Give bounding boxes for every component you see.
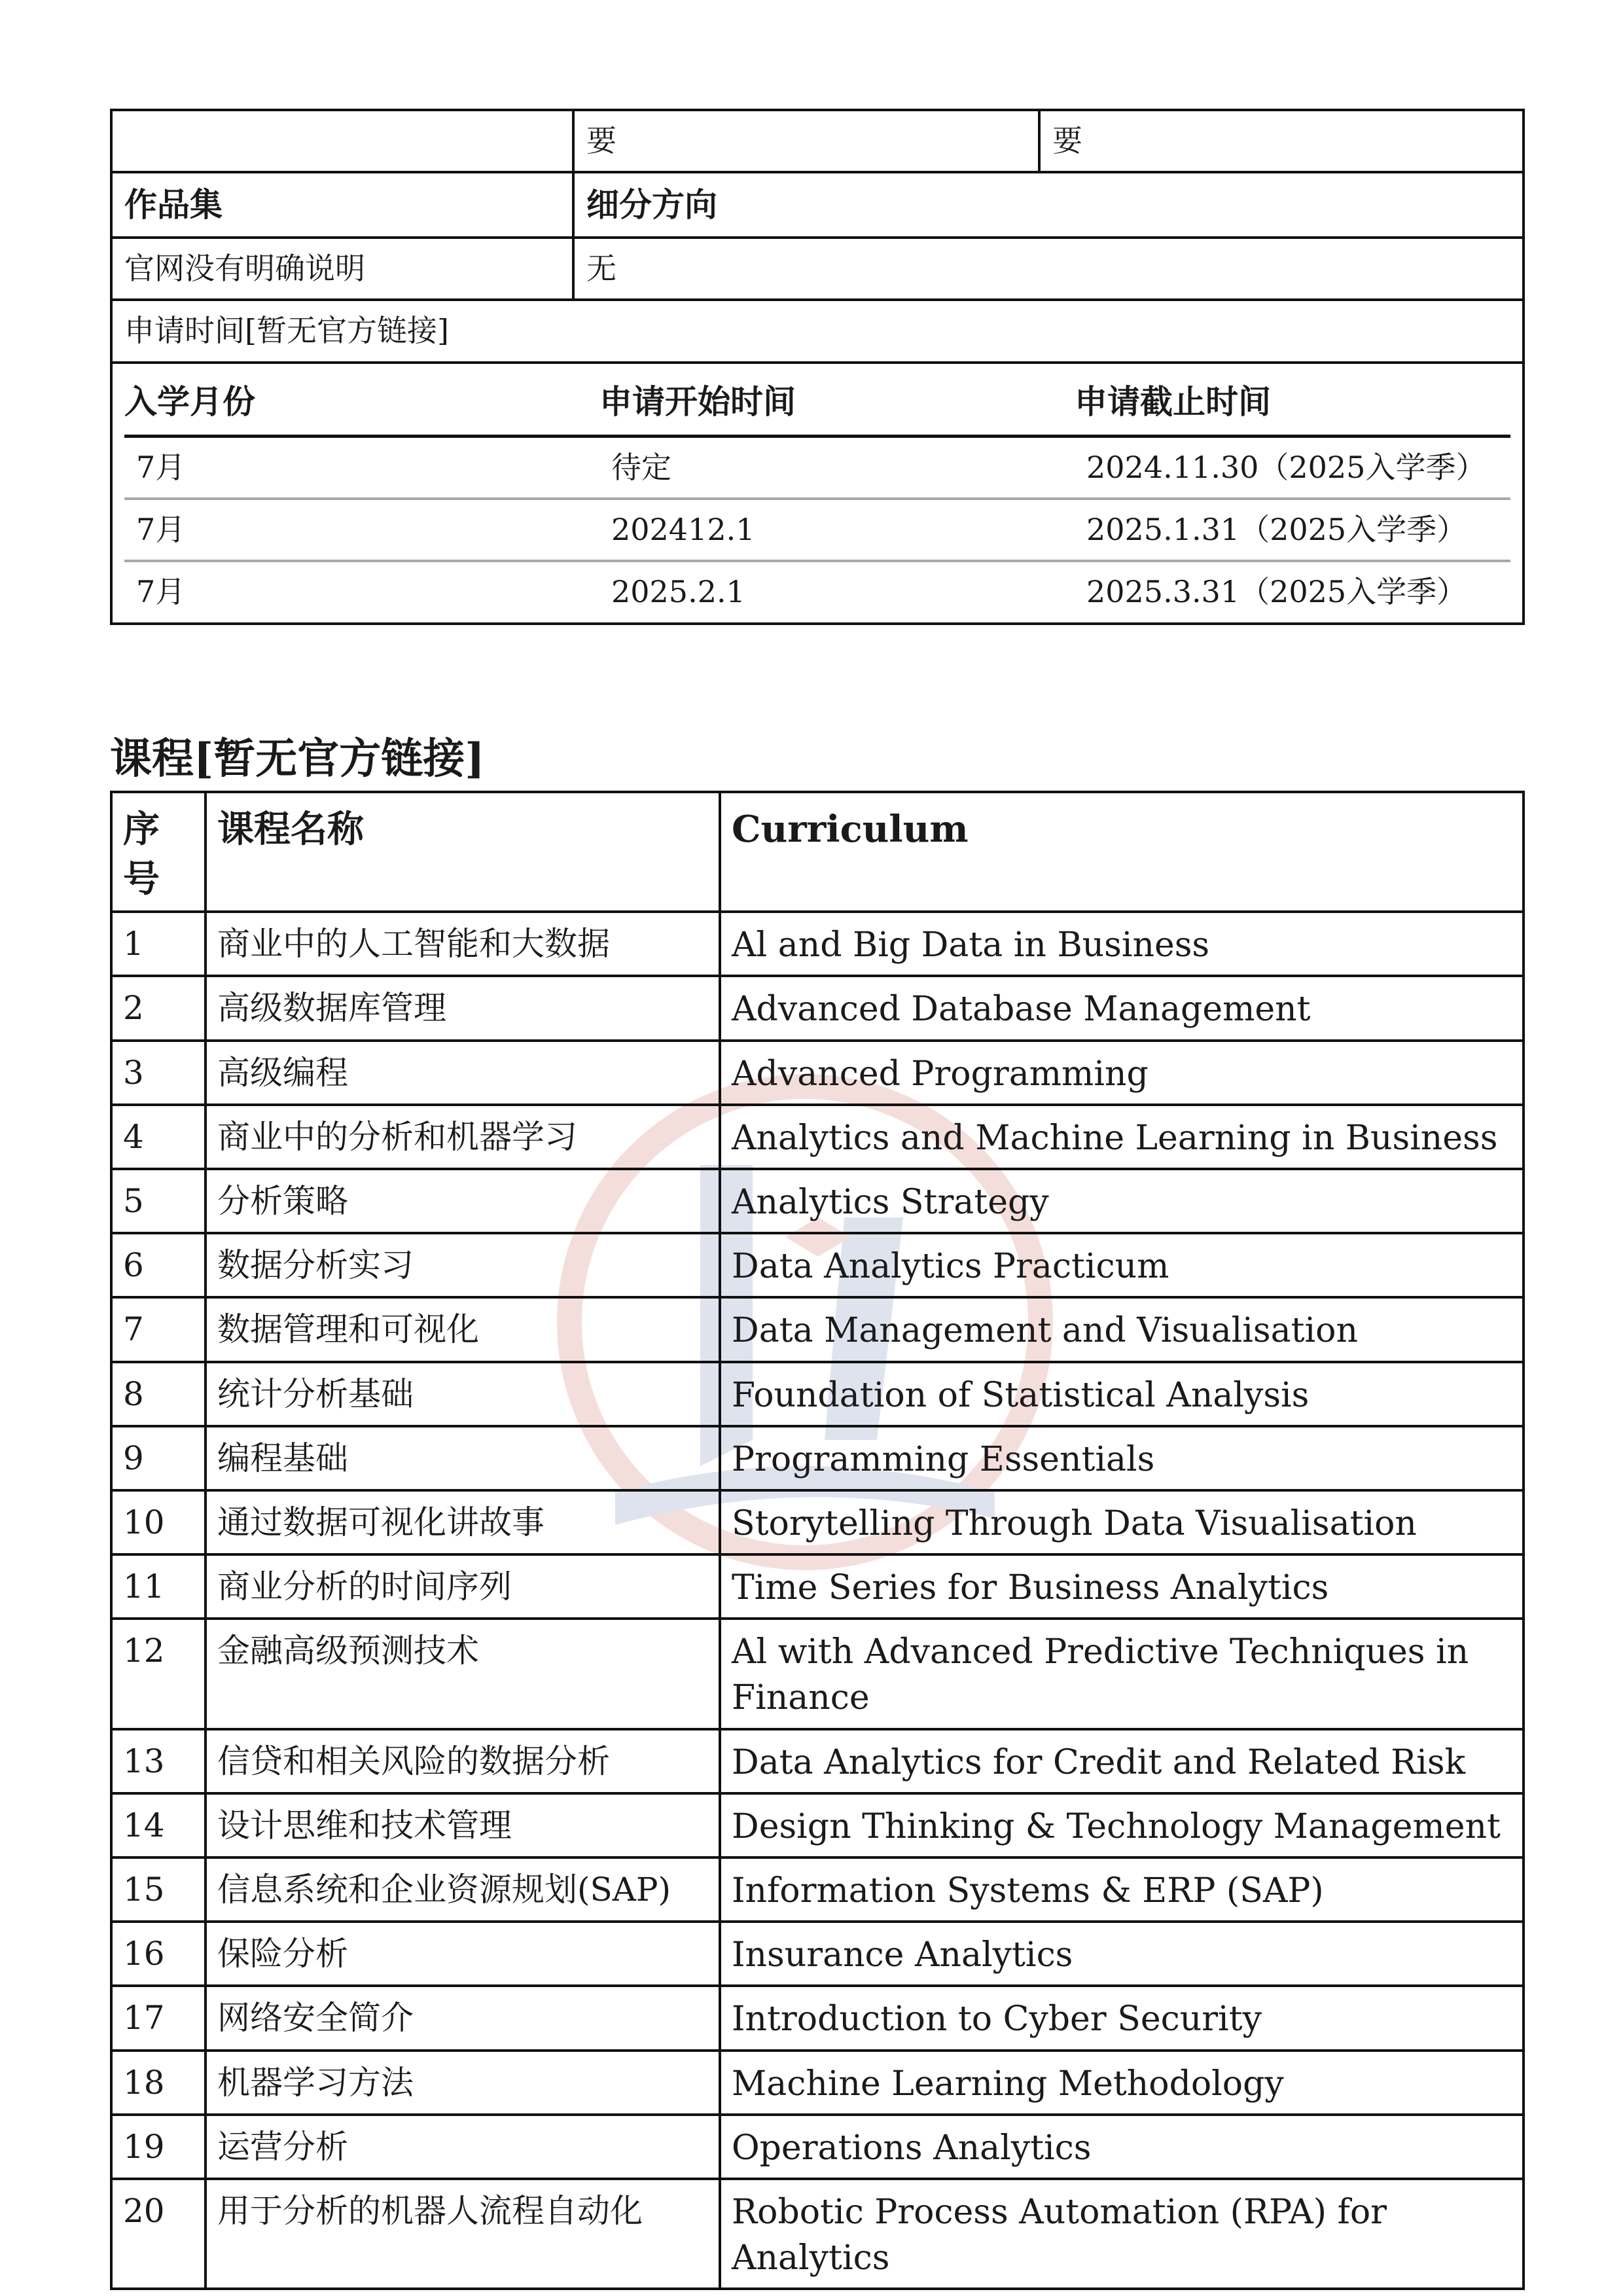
column-header: 入学月份	[124, 364, 599, 437]
course-number: 16	[111, 1922, 205, 1986]
course-name-cn: 信息系统和企业资源规划(SAP)	[205, 1857, 720, 1922]
course-name-en: Data Analytics for Credit and Related Risk	[720, 1729, 1524, 1793]
course-number: 14	[111, 1793, 205, 1857]
schedule-header	[124, 364, 1510, 437]
course-name-cn: 商业中的分析和机器学习	[205, 1105, 720, 1169]
deadline-date: 2025.3.31（2025入学季）	[1086, 573, 1467, 609]
course-name-cn: 编程基础	[205, 1426, 720, 1490]
schedule-row	[111, 363, 1524, 624]
course-name-en: Al and Big Data in Business	[720, 912, 1524, 976]
course-name-en: Information Systems & ERP (SAP)	[720, 1857, 1524, 1922]
course-name-cn: 数据管理和可视化	[205, 1297, 720, 1361]
portfolio-value-row	[111, 238, 1524, 300]
application-info-table	[110, 109, 1525, 625]
schedule-row	[124, 436, 1510, 499]
course-name-cn: 金融高级预测技术	[205, 1619, 720, 1729]
table-row	[111, 1729, 1524, 1793]
course-name-cn: 机器学习方法	[205, 2051, 720, 2115]
table-row	[111, 2051, 1524, 2115]
course-number: 1	[111, 912, 205, 976]
column-header-english: Curriculum	[720, 792, 1524, 912]
course-number: 6	[111, 1233, 205, 1297]
specialization-value: 无	[573, 238, 1524, 300]
table-cell: 要	[1039, 110, 1524, 172]
table-row	[111, 1105, 1524, 1169]
course-name-cn: 信贷和相关风险的数据分析	[205, 1729, 720, 1793]
course-name-cn: 高级数据库管理	[205, 976, 720, 1040]
course-name-en: Storytelling Through Data Visualisation	[720, 1490, 1524, 1554]
schedule-container	[111, 363, 1524, 624]
course-name-en: Foundation of Statistical Analysis	[720, 1362, 1524, 1426]
table-row	[111, 1857, 1524, 1922]
course-name-cn: 设计思维和技术管理	[205, 1793, 720, 1857]
application-schedule-table	[124, 364, 1510, 622]
table-row	[111, 1041, 1524, 1105]
course-number: 15	[111, 1857, 205, 1922]
portfolio-value: 官网没有明确说明	[111, 238, 573, 300]
table-cell: 要	[573, 110, 1039, 172]
column-header-index: 序号	[111, 792, 205, 912]
course-name-cn: 高级编程	[205, 1041, 720, 1105]
course-name-en: Analytics and Machine Learning in Business	[720, 1105, 1524, 1169]
course-number: 19	[111, 2115, 205, 2179]
course-number: 18	[111, 2051, 205, 2115]
open-date: 待定	[599, 436, 1075, 499]
course-name-en: Data Analytics Practicum	[720, 1233, 1524, 1297]
table-row	[111, 1793, 1524, 1857]
course-header-row	[111, 792, 1524, 912]
course-table	[110, 791, 1525, 2290]
course-number: 11	[111, 1554, 205, 1619]
column-header-chinese: 课程名称	[205, 792, 720, 912]
course-name-en: Machine Learning Methodology	[720, 2051, 1524, 2115]
course-name-en: Robotic Process Automation (RPA) for Analytics	[720, 2179, 1524, 2289]
course-name-en: Advanced Programming	[720, 1041, 1524, 1105]
open-date: 2025.2.1	[611, 573, 745, 609]
table-row	[111, 1297, 1524, 1361]
portfolio-label: 作品集	[111, 172, 573, 238]
table-row	[111, 1986, 1524, 2050]
course-name-cn: 商业分析的时间序列	[205, 1554, 720, 1619]
table-row	[111, 1490, 1524, 1554]
course-name-en: Al with Advanced Predictive Techniques in Finance	[720, 1619, 1524, 1729]
course-name-en: Programming Essentials	[720, 1426, 1524, 1490]
specialization-label: 细分方向	[573, 172, 1524, 238]
table-cell	[111, 110, 573, 172]
intake-month: 7月	[124, 436, 599, 499]
application-time-title: 申请时间[暂无官方链接]	[111, 300, 1524, 362]
table-row	[111, 1619, 1524, 1729]
course-name-en: Data Management and Visualisation	[720, 1297, 1524, 1361]
intake-month: 7月	[124, 499, 599, 561]
application-title-row	[111, 300, 1524, 362]
table-row	[111, 1233, 1524, 1297]
open-date: 202412.1	[599, 499, 1075, 561]
deadline-date: 2024.11.30（2025入学季）	[1075, 436, 1510, 499]
table-row	[111, 2115, 1524, 2179]
course-number: 20	[111, 2179, 205, 2289]
course-name-cn: 保险分析	[205, 1922, 720, 1986]
course-number: 9	[111, 1426, 205, 1490]
table-row	[111, 912, 1524, 976]
course-number: 3	[111, 1041, 205, 1105]
course-number: 17	[111, 1986, 205, 2050]
course-name-cn: 网络安全简介	[205, 1986, 720, 2050]
schedule-row	[124, 561, 1510, 622]
course-name-en: Design Thinking & Technology Management	[720, 1793, 1524, 1857]
intake-month: 7月	[136, 573, 186, 609]
table-row	[111, 1362, 1524, 1426]
courses-section-title: 课程[暂无官方链接]	[110, 734, 485, 783]
course-name-en: Introduction to Cyber Security	[720, 1986, 1524, 2050]
course-number: 10	[111, 1490, 205, 1554]
course-name-cn: 运营分析	[205, 2115, 720, 2179]
column-header: 申请截止时间	[1075, 364, 1510, 437]
table-row	[111, 976, 1524, 1040]
course-name-cn: 商业中的人工智能和大数据	[205, 912, 720, 976]
course-number: 13	[111, 1729, 205, 1793]
course-number: 4	[111, 1105, 205, 1169]
course-number: 8	[111, 1362, 205, 1426]
table-row	[111, 1169, 1524, 1233]
course-name-en: Time Series for Business Analytics	[720, 1554, 1524, 1619]
portfolio-header-row	[111, 172, 1524, 238]
course-name-en: Advanced Database Management	[720, 976, 1524, 1040]
course-name-cn: 分析策略	[205, 1169, 720, 1233]
course-name-en: Analytics Strategy	[720, 1169, 1524, 1233]
course-number: 2	[111, 976, 205, 1040]
course-rows	[111, 912, 1524, 2289]
course-name-cn: 数据分析实习	[205, 1233, 720, 1297]
course-name-en: Operations Analytics	[720, 2115, 1524, 2179]
course-number: 7	[111, 1297, 205, 1361]
table-row	[111, 1922, 1524, 1986]
course-name-cn: 用于分析的机器人流程自动化	[205, 2179, 720, 2289]
course-name-en: Insurance Analytics	[720, 1922, 1524, 1986]
course-name-cn: 统计分析基础	[205, 1362, 720, 1426]
course-name-cn: 通过数据可视化讲故事	[205, 1490, 720, 1554]
course-number: 12	[111, 1619, 205, 1729]
column-header: 申请开始时间	[599, 364, 1075, 437]
deadline-date: 2025.1.31（2025入学季）	[1075, 499, 1510, 561]
table-row	[111, 2179, 1524, 2289]
table-row	[111, 1554, 1524, 1619]
requirement-row	[111, 110, 1524, 172]
course-number: 5	[111, 1169, 205, 1233]
table-row	[111, 1426, 1524, 1490]
schedule-row	[124, 499, 1510, 561]
